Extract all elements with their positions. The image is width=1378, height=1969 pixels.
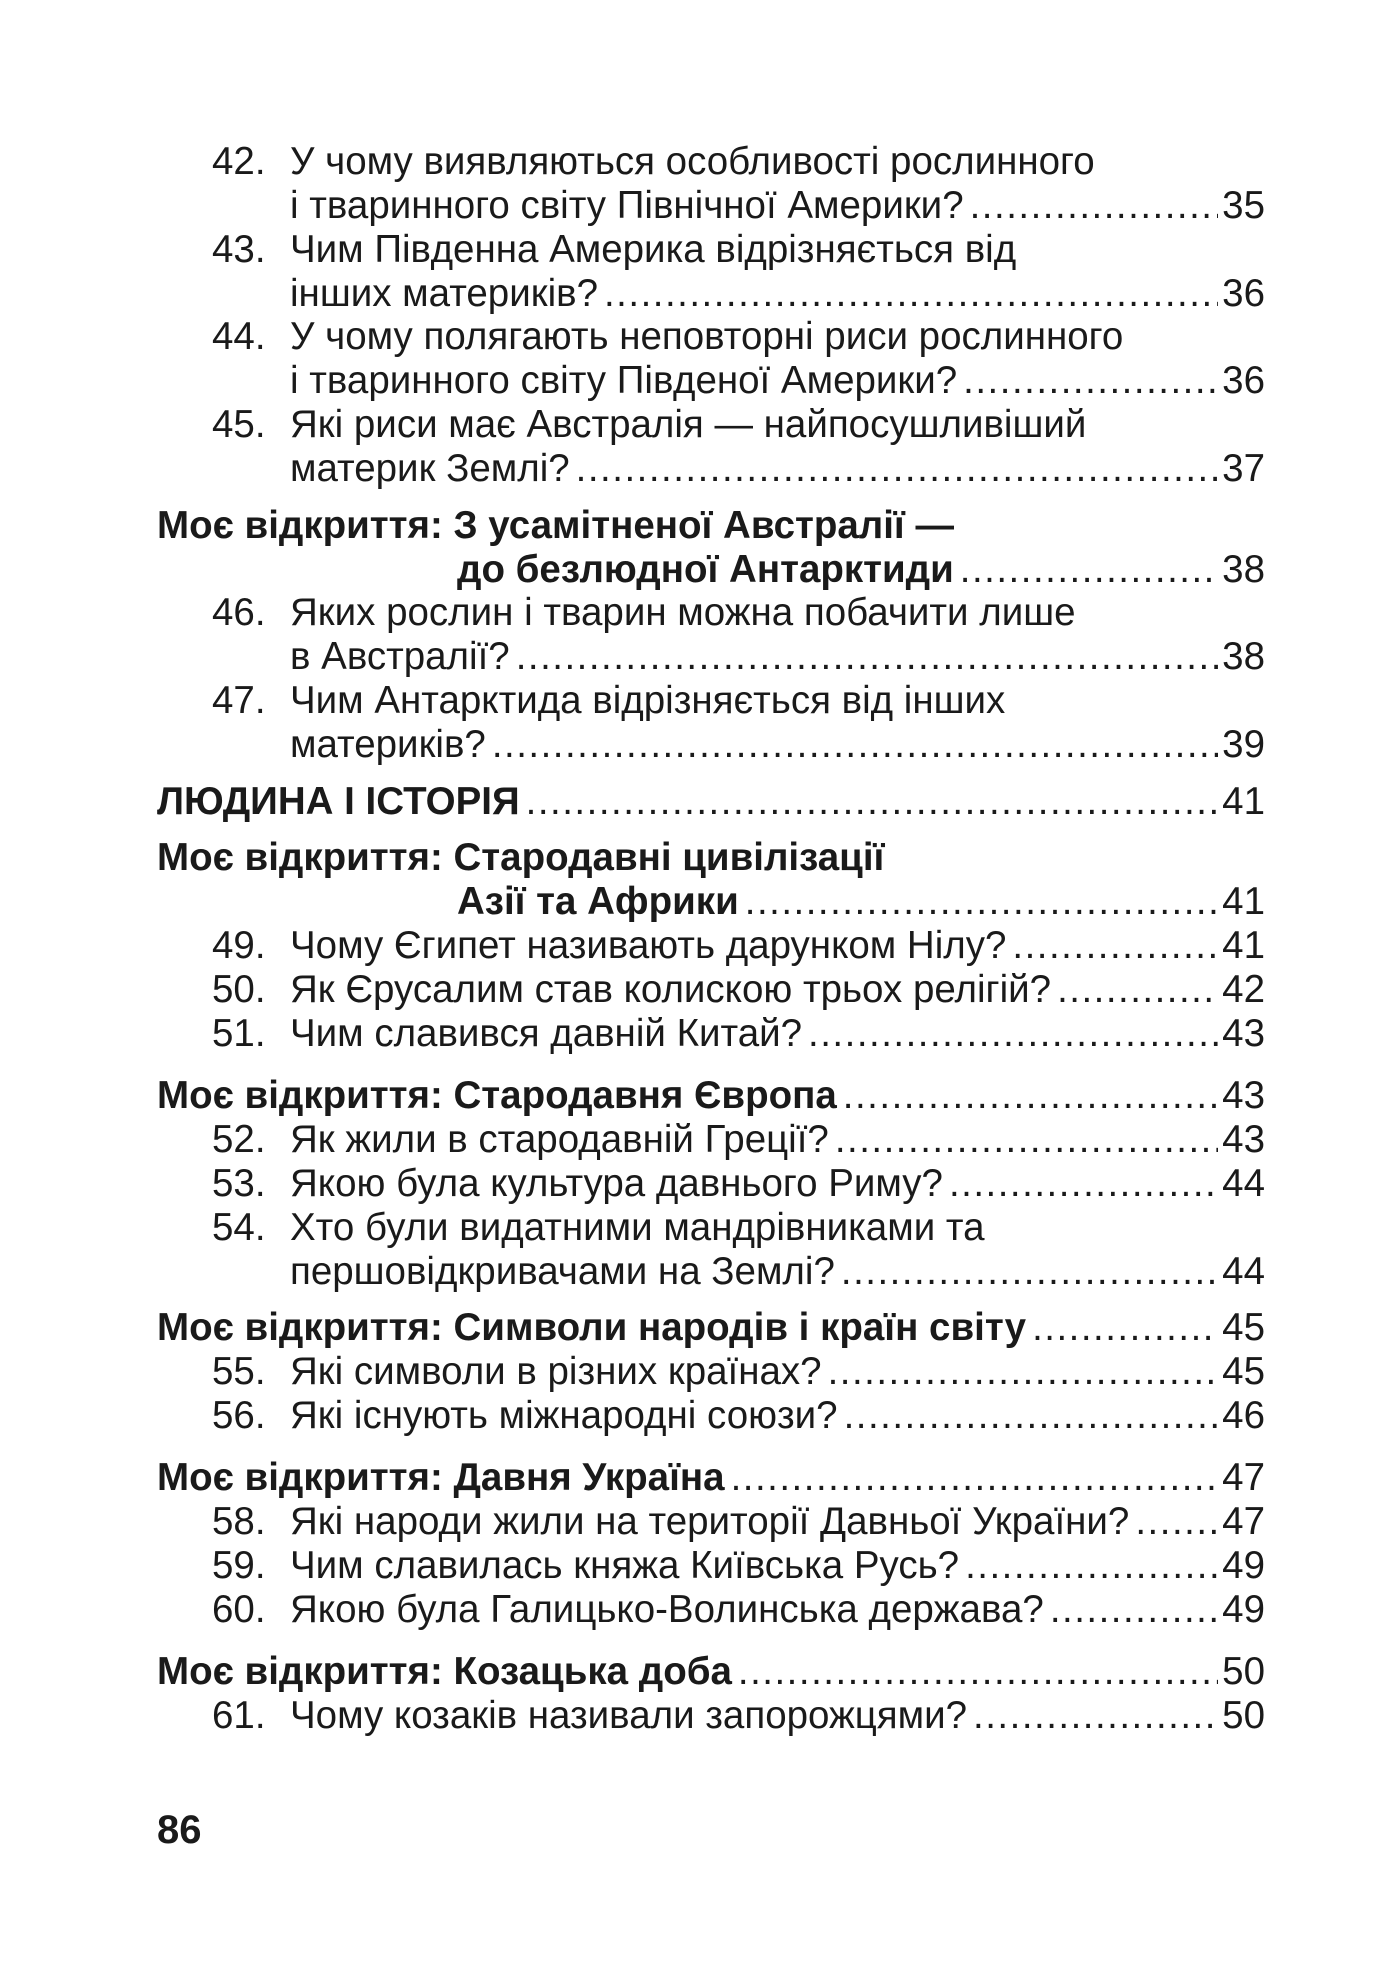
entry-leader-line xyxy=(290,1118,1265,1162)
entry-number: 51. xyxy=(212,1012,266,1055)
toc-entry xyxy=(0,1394,1265,1438)
page-ref: 50 xyxy=(1222,1650,1265,1693)
toc-entry xyxy=(0,591,1265,679)
entry-title-line-2: материк Землі? xyxy=(290,447,570,490)
dot-leader xyxy=(604,272,1218,316)
dot-leader xyxy=(808,1012,1218,1056)
entry-title: ЛЮДИНА І ІСТОРІЯ xyxy=(157,780,520,823)
entry-leader-line xyxy=(290,1500,1265,1544)
entry-leader-line xyxy=(290,1544,1265,1588)
entry-title-line-1: У чому виявляються особливості рослинного xyxy=(290,140,1095,183)
entry-title: Моє відкриття: Символи народів і країн світу xyxy=(157,1306,1027,1349)
entry-number: 59. xyxy=(212,1544,266,1587)
entry-leader-line xyxy=(157,1306,1265,1350)
entry-leader-line xyxy=(290,635,1265,679)
page-ref: 49 xyxy=(1222,1588,1265,1631)
dot-leader xyxy=(576,447,1219,491)
entry-number: 50. xyxy=(212,968,266,1011)
dot-leader xyxy=(745,880,1218,924)
dot-leader xyxy=(526,780,1219,824)
dot-leader xyxy=(828,1350,1219,1394)
toc-section xyxy=(0,1306,1265,1350)
entry-number: 61. xyxy=(212,1694,266,1737)
page-ref: 45 xyxy=(1222,1306,1265,1349)
page-ref: 43 xyxy=(1222,1012,1265,1055)
dot-leader xyxy=(841,1250,1218,1294)
entry-title: Моє відкриття: Давня Україна xyxy=(157,1456,725,1499)
entry-title: Які існують міжнародні союзи? xyxy=(290,1394,838,1437)
toc-heading xyxy=(0,780,1265,824)
toc-entry xyxy=(0,228,1265,316)
entry-title-line-1: Моє відкриття: Стародавні цивілізації xyxy=(157,836,885,879)
page-ref: 38 xyxy=(1222,635,1265,678)
entry-number: 43. xyxy=(212,228,266,271)
dot-leader xyxy=(1135,1500,1218,1544)
page-ref: 35 xyxy=(1222,184,1265,227)
page-ref: 50 xyxy=(1222,1694,1265,1737)
dot-leader xyxy=(835,1118,1218,1162)
dot-leader xyxy=(731,1456,1219,1500)
entry-leader-line xyxy=(157,1456,1265,1500)
page-ref: 36 xyxy=(1222,359,1265,402)
toc-section xyxy=(0,836,1265,924)
entry-title: Чим славилась княжа Київська Русь? xyxy=(290,1544,960,1587)
entry-title-line-2: материків? xyxy=(290,723,486,766)
entry-leader-line xyxy=(290,1394,1265,1438)
entry-leader-line xyxy=(157,780,1265,824)
page-ref: 47 xyxy=(1222,1500,1265,1543)
entry-title-line-2: і тваринного світу Північної Америки? xyxy=(290,184,964,227)
entry-leader-line xyxy=(290,968,1265,1012)
dot-leader xyxy=(843,1074,1218,1118)
page-ref: 44 xyxy=(1222,1250,1265,1293)
toc-entry xyxy=(0,1206,1265,1294)
page-ref: 36 xyxy=(1222,272,1265,315)
entry-leader-line xyxy=(457,880,1265,924)
entry-title-line-1: У чому полягають неповторні риси рослинного xyxy=(290,315,1124,358)
entry-leader-line xyxy=(290,924,1265,968)
entry-leader-line xyxy=(290,1350,1265,1394)
entry-leader-line xyxy=(290,1694,1265,1738)
entry-title: Як Єрусалим став колискою трьох релігій? xyxy=(290,968,1052,1011)
entry-leader-line xyxy=(290,1162,1265,1206)
entry-title: Моє відкриття: Стародавня Європа xyxy=(157,1074,837,1117)
page-ref: 46 xyxy=(1222,1394,1265,1437)
page-ref: 43 xyxy=(1222,1118,1265,1161)
dot-leader xyxy=(973,1694,1218,1738)
entry-leader-line xyxy=(290,1588,1265,1632)
dot-leader xyxy=(738,1650,1218,1694)
dot-leader xyxy=(516,635,1218,679)
toc-entry xyxy=(0,1162,1265,1206)
toc-entry xyxy=(0,1012,1265,1056)
dot-leader xyxy=(965,1544,1218,1588)
entry-title-line-1: Яких рослин і тварин можна побачити лише xyxy=(290,591,1076,634)
dot-leader xyxy=(960,548,1218,592)
toc-entry xyxy=(0,1588,1265,1632)
entry-title-line-2: до безлюдної Антарктиди xyxy=(457,548,954,591)
entry-number: 42. xyxy=(212,140,266,183)
entry-leader-line xyxy=(457,548,1265,592)
toc-section xyxy=(0,1650,1265,1694)
entry-number: 44. xyxy=(212,315,266,358)
entry-number: 55. xyxy=(212,1350,266,1393)
entry-leader-line xyxy=(290,272,1265,316)
toc-section xyxy=(0,1074,1265,1118)
entry-title-line-2: інших материків? xyxy=(290,272,598,315)
toc-entry xyxy=(0,315,1265,403)
toc-entry xyxy=(0,1500,1265,1544)
dot-leader xyxy=(963,359,1218,403)
entry-title: Чим славився давній Китай? xyxy=(290,1012,803,1055)
dot-leader xyxy=(1057,968,1218,1012)
entry-title-line-2: в Австралії? xyxy=(290,635,510,678)
entry-leader-line xyxy=(290,447,1265,491)
entry-title: Якою була Галицько-Волинська держава? xyxy=(290,1588,1044,1631)
page-ref: 42 xyxy=(1222,968,1265,1011)
entry-title-line-1: Хто були видатними мандрівниками та xyxy=(290,1206,985,1249)
page-ref: 45 xyxy=(1222,1350,1265,1393)
page-ref: 37 xyxy=(1222,447,1265,490)
page-ref: 41 xyxy=(1222,924,1265,967)
entry-number: 46. xyxy=(212,591,266,634)
toc-entry xyxy=(0,1118,1265,1162)
toc-entry xyxy=(0,1350,1265,1394)
entry-leader-line xyxy=(157,1074,1265,1118)
entry-title-line-1: Чим Антарктида відрізняється від інших xyxy=(290,679,1006,722)
entry-title-line-1: Чим Південна Америка відрізняється від xyxy=(290,228,1017,271)
page-ref: 41 xyxy=(1222,780,1265,823)
page-ref: 47 xyxy=(1222,1456,1265,1499)
entry-number: 49. xyxy=(212,924,266,967)
toc-entry xyxy=(0,1544,1265,1588)
dot-leader xyxy=(1032,1306,1218,1350)
dot-leader xyxy=(949,1162,1218,1206)
entry-title: Моє відкриття: Козацька доба xyxy=(157,1650,732,1693)
toc-entry xyxy=(0,924,1265,968)
entry-title-line-2: Азії та Африки xyxy=(457,880,739,923)
page-ref: 44 xyxy=(1222,1162,1265,1205)
entry-number: 56. xyxy=(212,1394,266,1437)
dot-leader xyxy=(1050,1588,1218,1632)
entry-number: 58. xyxy=(212,1500,266,1543)
toc-entry xyxy=(0,403,1265,491)
entry-number: 52. xyxy=(212,1118,266,1161)
entry-number: 45. xyxy=(212,403,266,446)
entry-number: 53. xyxy=(212,1162,266,1205)
toc-entry xyxy=(0,1694,1265,1738)
entry-leader-line xyxy=(157,1650,1265,1694)
toc-section xyxy=(0,1456,1265,1500)
entry-title-line-2: і тваринного світу Південої Америки? xyxy=(290,359,958,402)
entry-title: Як жили в стародавній Греції? xyxy=(290,1118,829,1161)
page-ref: 43 xyxy=(1222,1074,1265,1117)
entry-title: Якою була культура давнього Риму? xyxy=(290,1162,943,1205)
entry-number: 47. xyxy=(212,679,266,722)
page-ref: 49 xyxy=(1222,1544,1265,1587)
toc-section xyxy=(0,504,1265,592)
entry-leader-line xyxy=(290,1012,1265,1056)
dot-leader xyxy=(844,1394,1219,1438)
page-ref: 38 xyxy=(1222,548,1265,591)
entry-leader-line xyxy=(290,184,1265,228)
page-ref: 39 xyxy=(1222,723,1265,766)
entry-title: Які народи жили на території Давньої України? xyxy=(290,1500,1130,1543)
toc-entry xyxy=(0,968,1265,1012)
page-number: 86 xyxy=(157,1808,202,1852)
dot-leader xyxy=(970,184,1219,228)
entry-title: Які символи в різних країнах? xyxy=(290,1350,822,1393)
entry-number: 54. xyxy=(212,1206,266,1249)
entry-title-line-1: Які риси має Австралія — найпосушливіший xyxy=(290,403,1087,446)
toc-entry xyxy=(0,140,1265,228)
entry-title-line-1: Моє відкриття: З усамітненої Австралії — xyxy=(157,504,954,547)
toc-entry xyxy=(0,679,1265,767)
entry-leader-line xyxy=(290,723,1265,767)
entry-leader-line xyxy=(290,359,1265,403)
entry-title-line-2: першовідкривачами на Землі? xyxy=(290,1250,835,1293)
entry-number: 60. xyxy=(212,1588,266,1631)
entry-title: Чому козаків називали запорожцями? xyxy=(290,1694,968,1737)
dot-leader xyxy=(492,723,1218,767)
entry-title: Чому Єгипет називають дарунком Нілу? xyxy=(290,924,1007,967)
entry-leader-line xyxy=(290,1250,1265,1294)
dot-leader xyxy=(1012,924,1218,968)
page-ref: 41 xyxy=(1222,880,1265,923)
